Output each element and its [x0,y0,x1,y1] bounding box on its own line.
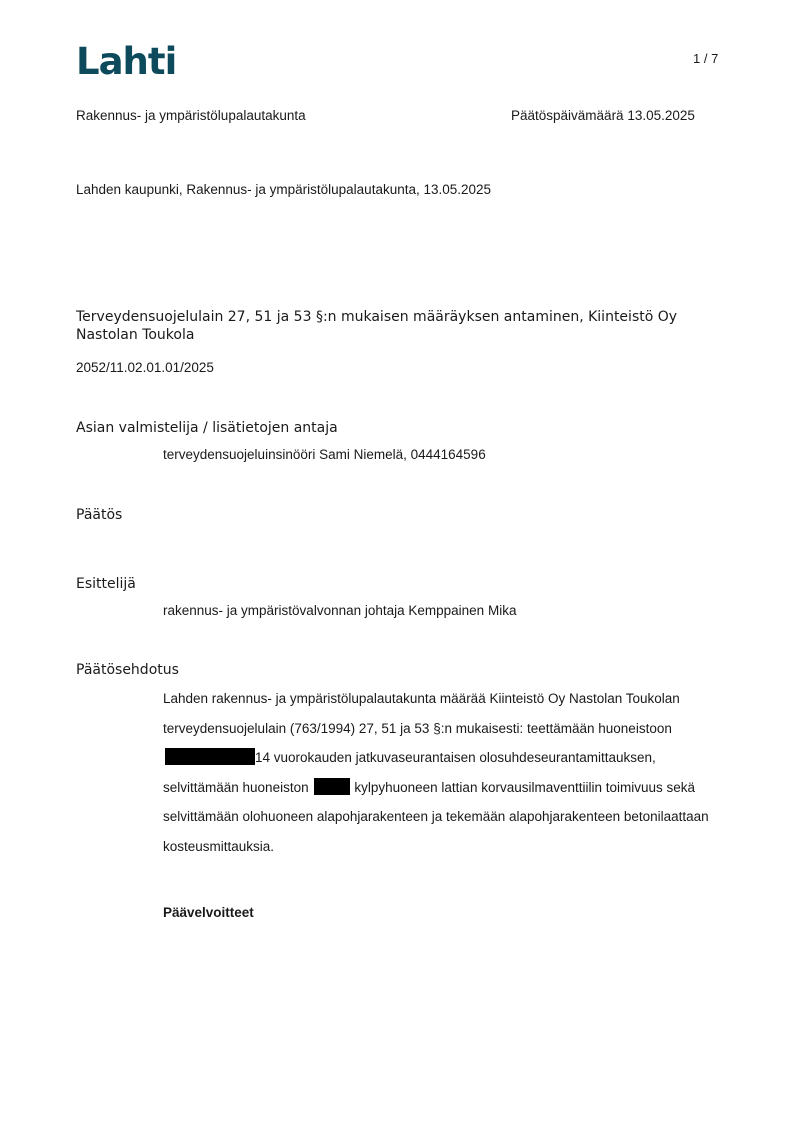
decision-heading: Päätös [76,507,123,523]
presenter-value: rakennus- ja ympäristövalvonnan johtaja Kemppainen Mika [163,603,517,618]
presenter-heading: Esittelijä [76,576,136,592]
preparer-value: terveydensuojeluinsinööri Sami Niemelä, 0444164596 [163,447,486,462]
proposal-text [163,684,723,861]
preparer-heading: Asian valmistelija / lisätietojen antaja [76,420,338,436]
page-number: 1 / 7 [693,51,719,66]
committee-name: Rakennus- ja ympäristölupalautakunta [76,108,306,123]
main-obligations-heading: Päävelvoitteet [163,905,254,920]
redaction-block [165,748,255,765]
proposal-text-part-1: Lahden rakennus- ja ympäristölupalautakunta määrää Kiinteistö Oy Nastolan Toukolan terveydensuojelulain (763/1994) 27, 51 ja 53 §:n mukaisesti: teettämään huoneistoon [163,691,680,736]
proposal-heading: Päätösehdotus [76,662,179,678]
lahti-logo: Lahti [76,40,177,83]
document-subline: Lahden kaupunki, Rakennus- ja ympäristölupalautakunta, 13.05.2025 [76,182,492,197]
decision-date: Päätöspäivämäärä 13.05.2025 [511,108,695,123]
proposal-text-part-3: kylpyhuoneen lattian korvausilmaventtiilin toimivuus sekä selvittämään olohuoneen alapohjarakenteen ja tekemään alapohjarakenteen betonilaattaan kosteusmittauksia. [163,779,709,854]
redaction-block [314,778,350,795]
proposal-text-part-2: 14 vuorokauden jatkuvaseurantaisen olosuhdeseurantamittauksen, selvittämään huoneiston [163,750,656,795]
case-number: 2052/11.02.01.01/2025 [76,360,214,375]
document-title: Terveydensuojelulain 27, 51 ja 53 §:n mukaisen määräyksen antaminen, Kiinteistö Oy Nastolan Toukola [76,309,678,343]
